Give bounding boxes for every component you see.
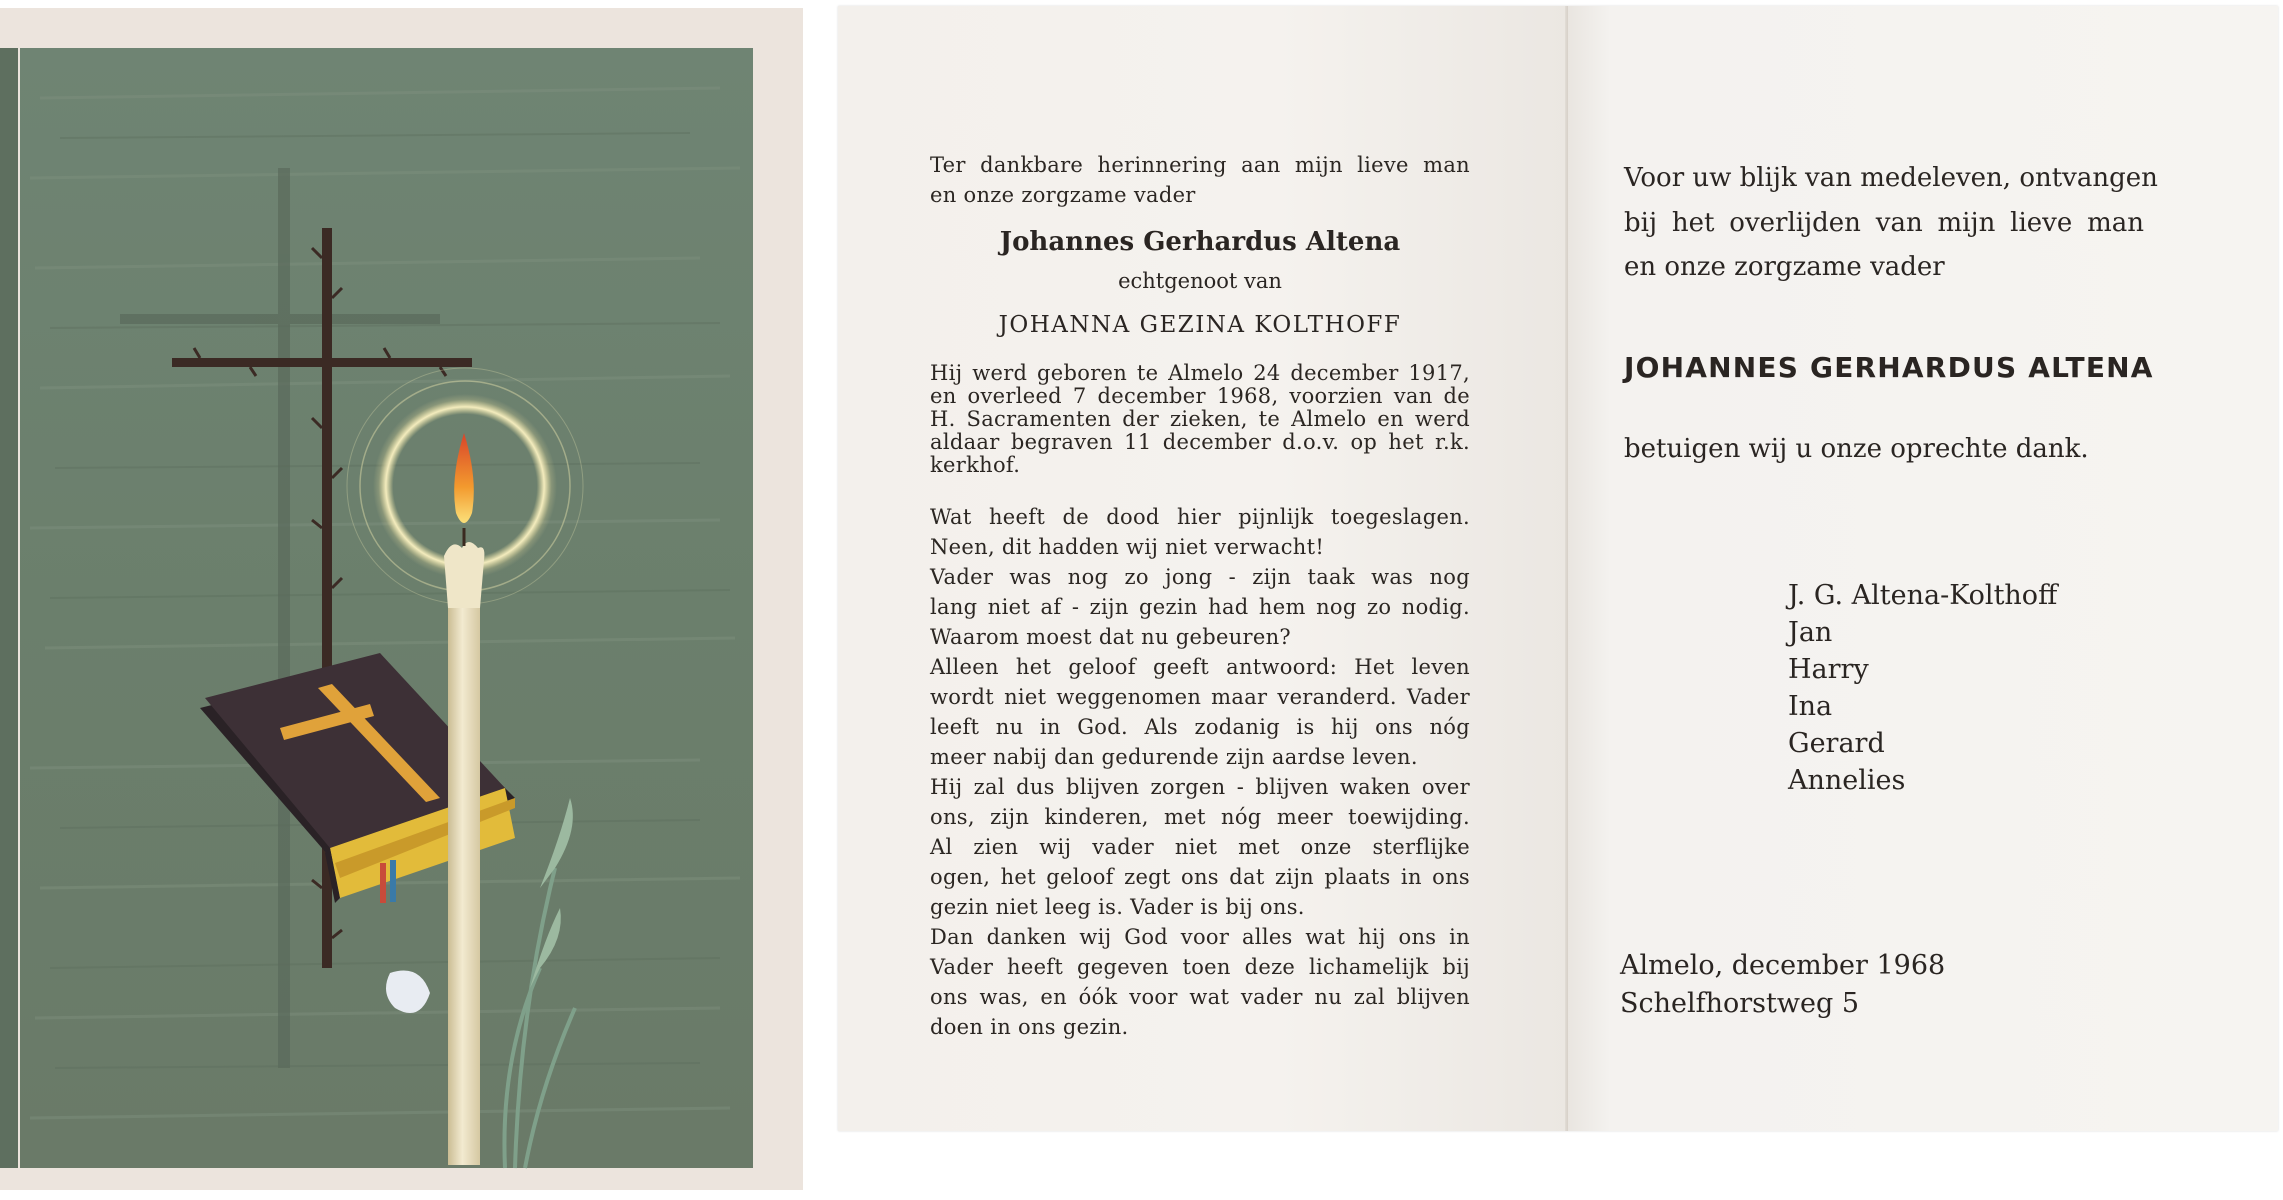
- poem-line: wordt niet weggenomen maar veranderd. Vader: [930, 685, 1470, 709]
- poem-line: Alleen het geloof geeft antwoord: Het leven: [930, 655, 1470, 679]
- poem-line: Vader heeft gegeven toen deze lichamelijk bij: [930, 955, 1470, 979]
- deceased-name: Johannes Gerhardus Altena: [999, 227, 1401, 257]
- card-background: [20, 48, 753, 1168]
- poem-line: lang niet af - zijn gezin had hem nog zo nodig.: [930, 595, 1470, 619]
- family-member: Ina: [1788, 691, 1833, 722]
- thanks-line: betuigen wij u onze oprechte dank.: [1624, 434, 2089, 464]
- place-date: Almelo, december 1968: [1620, 950, 1946, 981]
- bio-line: aldaar begraven 11 december d.o.v. op het r.k.: [930, 430, 1470, 454]
- thanks-intro-line: bij het overlijden van mijn lieve man: [1624, 208, 2144, 238]
- poem-line: Waarom moest dat nu gebeuren?: [930, 625, 1291, 649]
- spouse-name: JOHANNA GEZINA KOLTHOFF: [998, 312, 1402, 338]
- family-member: J. G. Altena-Kolthoff: [1788, 580, 2058, 611]
- spouse-prefix: echtgenoot van: [1118, 269, 1282, 293]
- inside-right-page: [1568, 6, 2278, 1131]
- bio-line: Hij werd geboren te Almelo 24 december 1917,: [930, 361, 1470, 385]
- poem-line: Dan danken wij God voor alles wat hij ons in: [930, 925, 1470, 949]
- poem-line: Wat heeft de dood hier pijnlijk toegeslagen.: [930, 505, 1470, 529]
- poem-line: Neen, dit hadden wij niet verwacht!: [930, 535, 1325, 559]
- family-member: Annelies: [1788, 765, 1906, 796]
- poem-line: Vader was nog zo jong - zijn taak was nog: [930, 565, 1470, 589]
- poem-line: meer nabij dan gedurende zijn aardse leven.: [930, 745, 1418, 769]
- poem-line: doen in ons gezin.: [930, 1015, 1129, 1039]
- family-member: Harry: [1788, 654, 1869, 685]
- thanks-intro-line: en onze zorgzame vader: [1624, 252, 1945, 282]
- front-card: [0, 8, 803, 1190]
- intro-line: en onze zorgzame vader: [930, 183, 1196, 207]
- poem-line: ons was, en óók voor wat vader nu zal blijven: [930, 985, 1470, 1009]
- front-illustration: [0, 8, 803, 1190]
- poem-line: Hij zal dus blijven zorgen - blijven waken over: [930, 775, 1470, 799]
- family-member: Jan: [1788, 617, 1833, 648]
- poem-line: ons, zijn kinderen, met nóg meer toewijding.: [930, 805, 1470, 829]
- poem-line: gezin niet leeg is. Vader is bij ons.: [930, 895, 1305, 919]
- family-member: Gerard: [1788, 728, 1885, 759]
- address: Schelfhorstweg 5: [1620, 988, 1860, 1019]
- bio-line: en overleed 7 december 1968, voorzien van de: [930, 384, 1470, 408]
- inside-card: [838, 6, 2278, 1131]
- bio-line: H. Sacramenten der zieken, te Almelo en werd: [930, 407, 1470, 431]
- name-heading: JOHANNES GERHARDUS ALTENA: [1624, 351, 2154, 384]
- inside-left-page: [838, 6, 1568, 1131]
- poem-line: ogen, het geloof zegt ons dat zijn plaats in ons: [930, 865, 1470, 889]
- intro-line: Ter dankbare herinnering aan mijn lieve man: [930, 153, 1470, 177]
- thanks-intro-line: Voor uw blijk van medeleven, ontvangen: [1624, 163, 2158, 193]
- bio-line: kerkhof.: [930, 453, 1021, 477]
- poem-line: Al zien wij vader niet met onze sterflijke: [930, 835, 1470, 859]
- poem-line: leeft nu in God. Als zodanig is hij ons nóg: [930, 715, 1470, 739]
